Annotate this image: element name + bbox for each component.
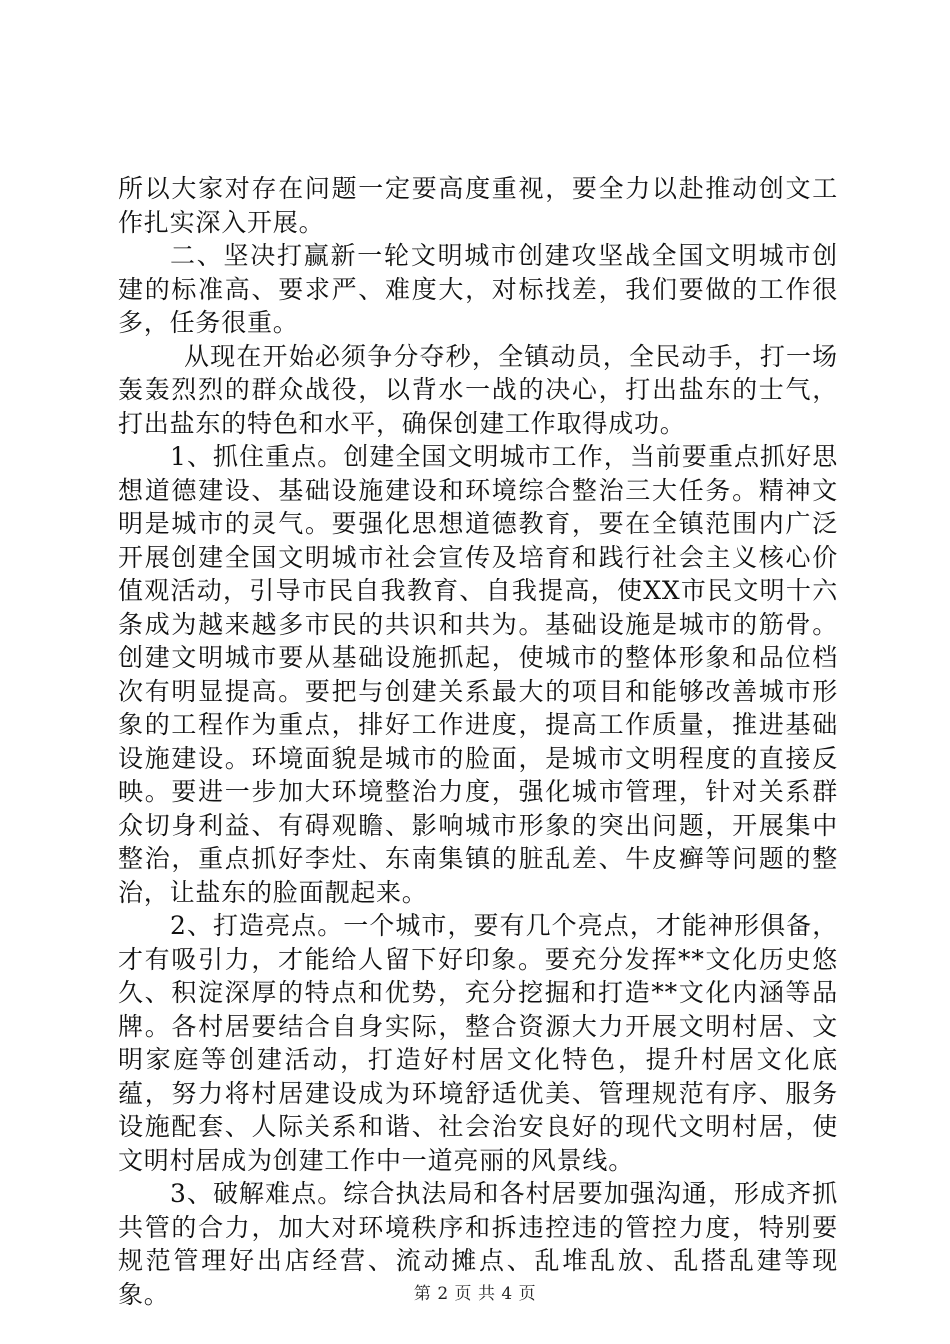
document-body bbox=[118, 172, 838, 1311]
paragraph-difficulties: 3、破解难点。综合执法局和各村居要加强沟通，形成齐抓共管的合力，加大对环境秩序和拆违控违的管控力度，特别要规范管理好出店经营、流动摊点、乱堆乱放、乱搭乱建等现象。 bbox=[118, 1179, 838, 1309]
paragraph-key-points: 1、抓住重点。创建全国文明城市工作，当前要重点抓好思想道德建设、基础设施建设和环境综合整治三大任务。精神文明是城市的灵气。要强化思想道德教育，要在全镇范围内广泛开展创建全国文明城市社会宣传及培育和践行社会主义核心价值观活动，引导市民自我教育、自我提高，使XX市民文明十六条成为越来越多市民的共识和共为。基础设施是城市的筋骨。创建文明城市要从基础设施抓起，使城市的整体形象和品位档次有明显提高。要把与创建关系最大的项目和能够改善城市形象的工程作为重点，排好工作进度，提高工作质量，推进基础设施建设。环境面貌是城市的脸面，是城市文明程度的直接反映。要进一步加大环境整治力度，强化城市管理，针对关系群众切身利益、有碍观瞻、影响城市形象的突出问题，开展集中整治，重点抓好李灶、东南集镇的脏乱差、牛皮癣等问题的整治，让盐东的脸面靓起来。 bbox=[118, 442, 838, 907]
paragraph-section-two: 二、坚决打赢新一轮文明城市创建攻坚战全国文明城市创建的标准高、要求严、难度大，对标找差，我们要做的工作很多，任务很重。 bbox=[118, 241, 838, 337]
paragraph-mobilization: 从现在开始必须争分夺秒，全镇动员，全民动手，打一场轰轰烈烈的群众战役，以背水一战的决心，打出盐东的士气，打出盐东的特色和水平，确保创建工作取得成功。 bbox=[118, 341, 838, 438]
paragraph-highlights: 2、打造亮点。一个城市，要有几个亮点，才能神形俱备，才有吸引力，才能给人留下好印象。要充分发挥**文化历史悠久、积淀深厚的特点和优势，充分挖掘和打造**文化内涵等品牌。各村居要结合自身实际，整合资源大力开展文明村居、文明家庭等创建活动，打造好村居文化特色，提升村居文化底蕴，努力将村居建设成为环境舒适优美、管理规范有序、服务设施配套、人际关系和谐、社会治安良好的现代文明村居，使文明村居成为创建工作中一道亮丽的风景线。 bbox=[118, 911, 838, 1175]
page-footer: 第 2 页 共 4 页 bbox=[413, 1284, 537, 1304]
paragraph-continuation: 所以大家对存在问题一定要高度重视，要全力以赴推动创文工作扎实深入开展。 bbox=[118, 174, 838, 237]
